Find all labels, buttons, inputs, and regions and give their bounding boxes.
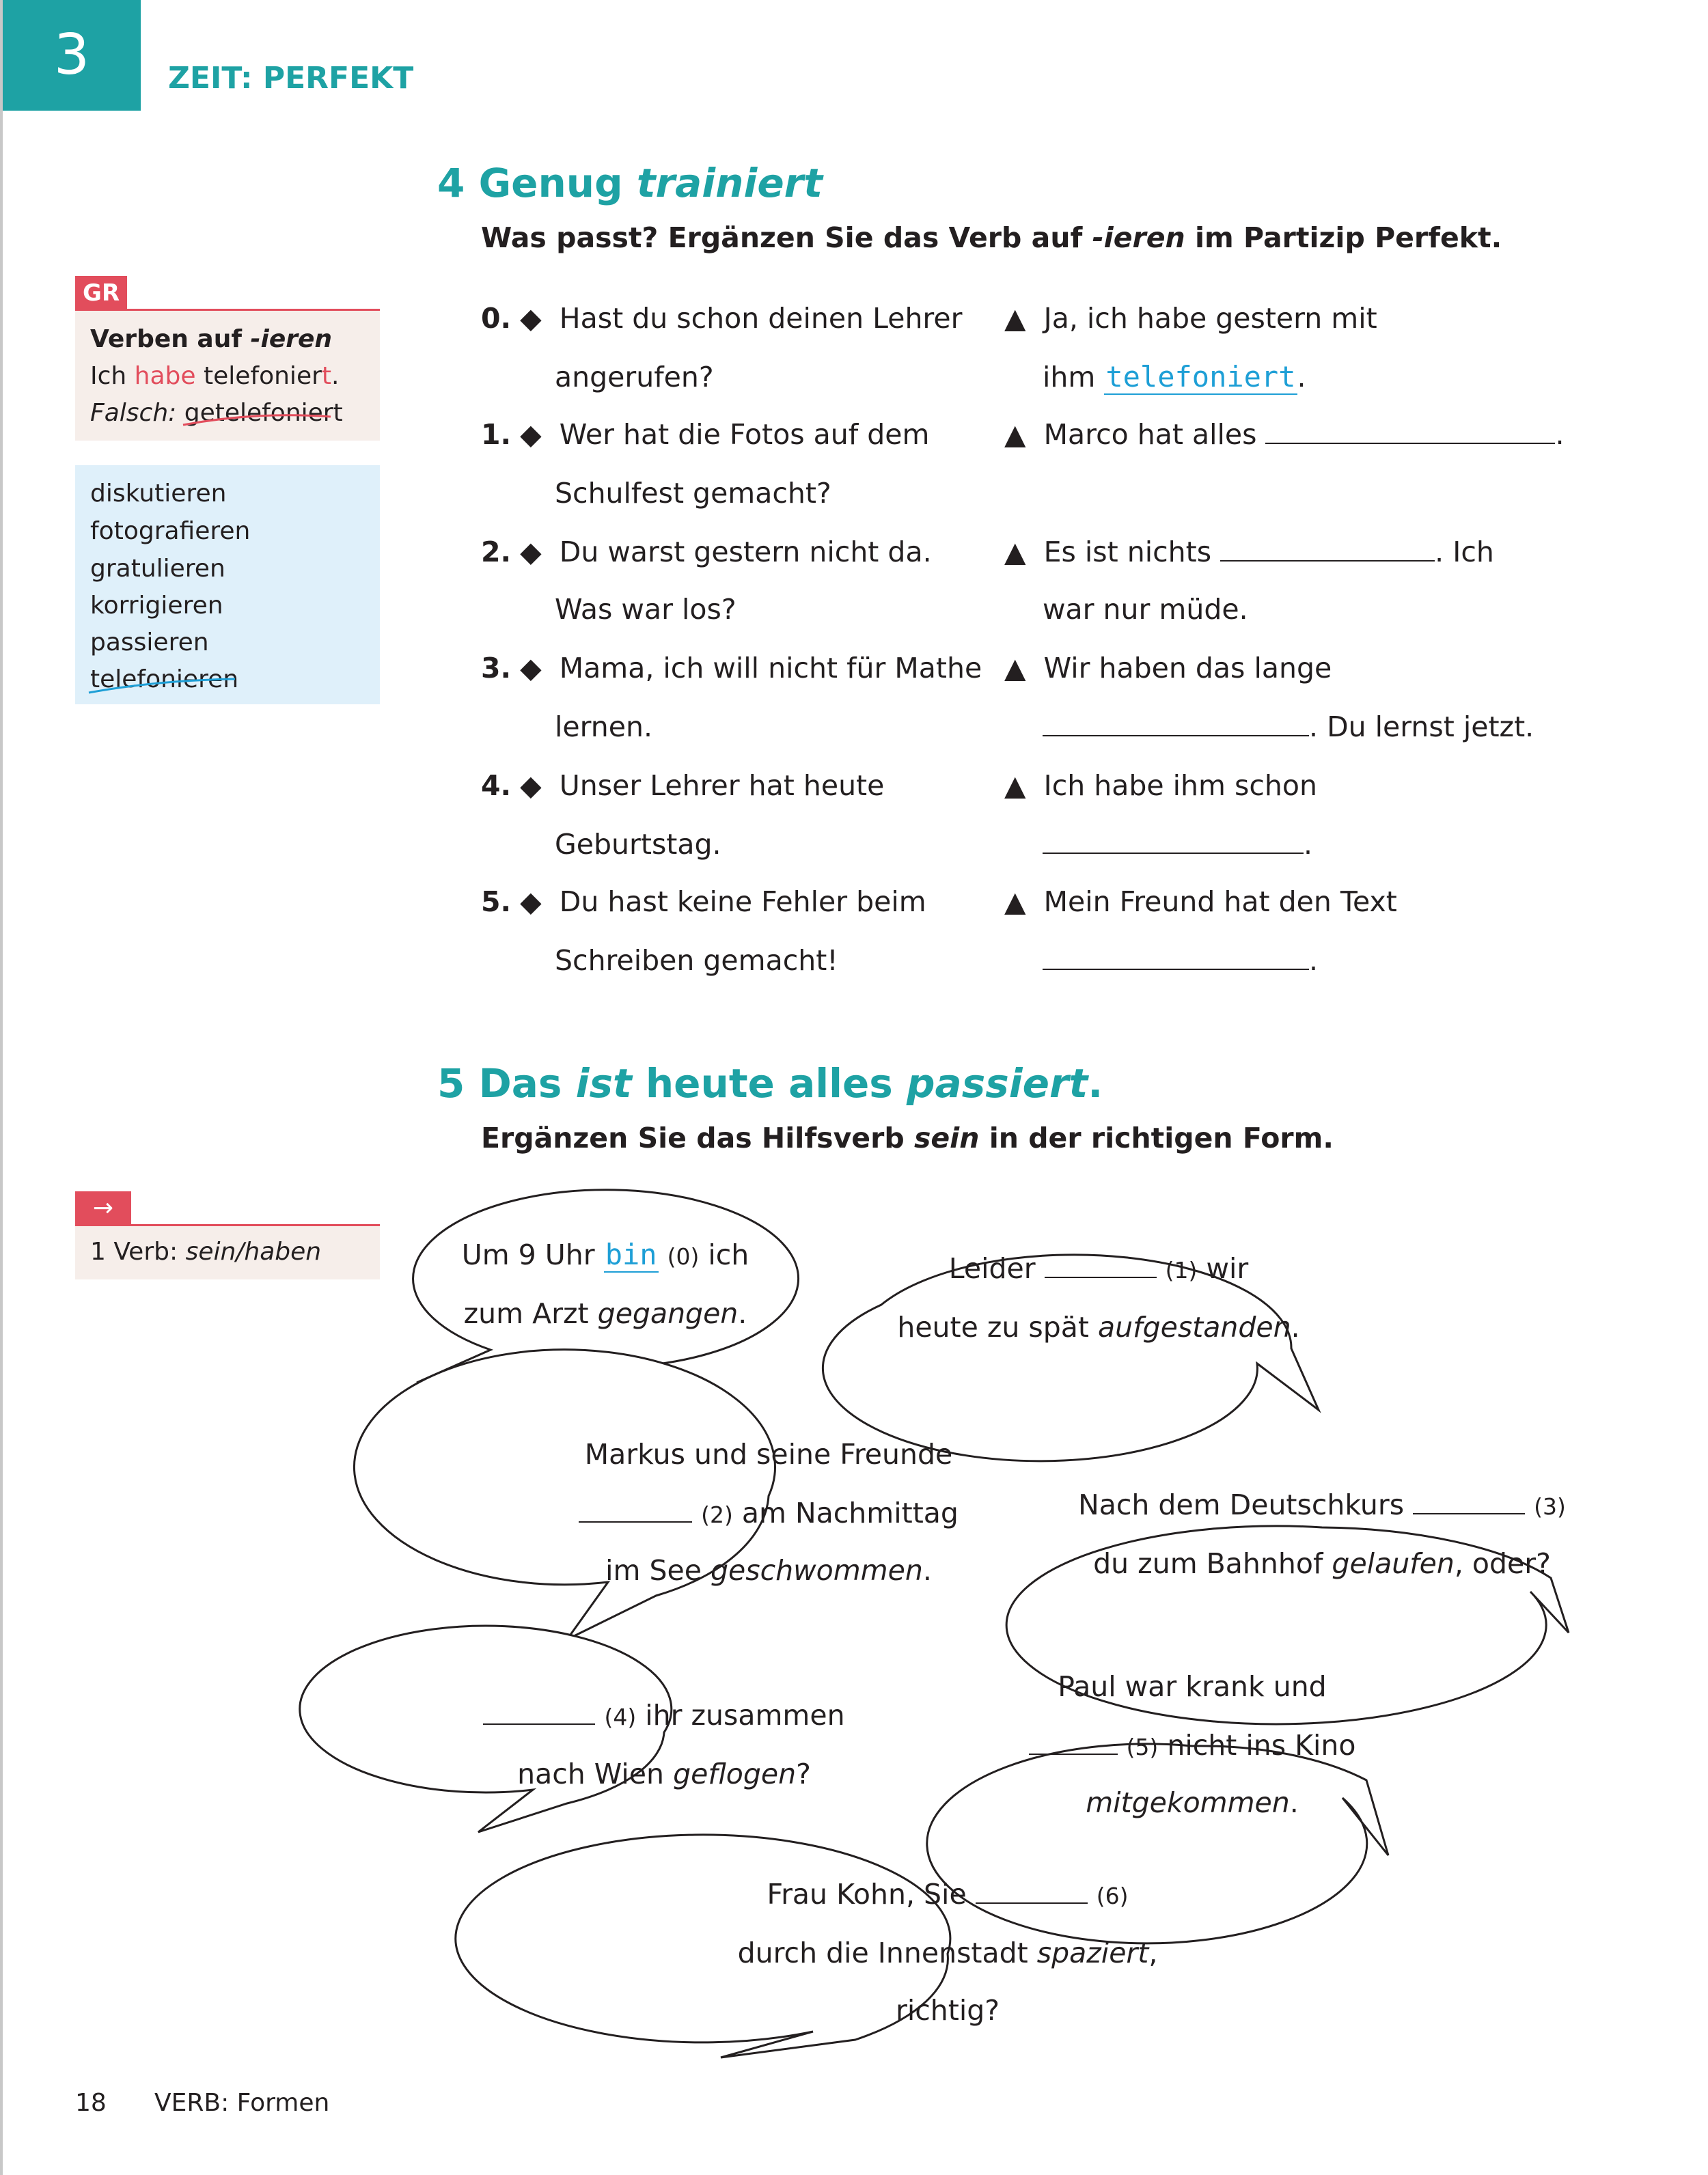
answer-blank-b6[interactable] — [976, 1874, 1088, 1904]
verb-item: fotografieren — [90, 517, 251, 545]
triangle-icon: ▲ — [1004, 885, 1026, 918]
item-5-answer-cont: . — [1043, 940, 1318, 981]
diamond-icon: ◆ — [520, 302, 542, 335]
bubble-6-line-3: richtig? — [895, 1994, 1000, 2027]
bubble-2-line-3: im See geschwommen. — [605, 1554, 932, 1587]
item-5-answer: ▲ Mein Freund hat den Text — [1004, 885, 1397, 918]
item-3-answer-cont: . Du lernst jetzt. — [1043, 706, 1534, 747]
answer-blank-b3[interactable] — [1413, 1484, 1525, 1514]
verb-item-crossed: telefonieren — [90, 661, 238, 698]
triangle-icon: ▲ — [1004, 418, 1026, 451]
arrow-right-icon: → — [75, 1191, 131, 1225]
bubble-0-line-2: zum Arzt gegangen. — [463, 1297, 747, 1330]
chapter-title: ZEIT: PERFEKT — [168, 61, 414, 96]
bubble-5-line-3: mitgekommen. — [1086, 1786, 1299, 1819]
item-2-answer: ▲ Es ist nichts . Ich — [1004, 531, 1494, 572]
exercise-5-title: 5 Das ist heute alles passiert. — [437, 1060, 1103, 1107]
grammar-box-wrong: Falsch: getelefoniert — [90, 394, 343, 432]
item-4-answer: ▲ Ich habe ihm schon — [1004, 769, 1317, 802]
answer-example: bin — [605, 1238, 657, 1271]
triangle-icon: ▲ — [1004, 769, 1026, 802]
bubble-6-line-2: durch die Innenstadt spaziert, — [737, 1937, 1158, 1969]
bubble-6-line-1: Frau Kohn, Sie (6) — [700, 1865, 1195, 1926]
answer-blank-b1[interactable] — [1045, 1248, 1157, 1278]
item-4-question-cont: Geburtstag. — [555, 828, 721, 861]
item-1-question: 1. ◆ Wer hat die Fotos auf dem — [481, 418, 930, 451]
bubble-5-line-2: (5) nicht ins Kino — [972, 1716, 1412, 1777]
item-4-question: 4. ◆ Unser Lehrer hat heute — [481, 769, 885, 802]
item-3-answer: ▲ Wir haben das lange — [1004, 652, 1332, 684]
diamond-icon: ◆ — [520, 652, 542, 684]
page-number: 18 — [75, 2089, 107, 2117]
footer-section: VERB: Formen — [154, 2089, 330, 2117]
grammar-box-title: Verben auf -ieren — [90, 325, 333, 353]
diamond-icon: ◆ — [520, 536, 542, 568]
triangle-icon: ▲ — [1004, 536, 1026, 568]
verb-item: gratulieren — [90, 555, 225, 583]
triangle-icon: ▲ — [1004, 302, 1026, 335]
diamond-icon: ◆ — [520, 418, 542, 451]
triangle-icon: ▲ — [1004, 652, 1026, 684]
exercise-4-title: 4 Genug trainiert — [437, 160, 823, 206]
bubble-1-line-2: heute zu spät aufgestanden. — [897, 1311, 1300, 1344]
grammar-tag: GR — [75, 276, 127, 310]
bubble-0-line-1: Um 9 Uhr bin (0) ich — [461, 1238, 749, 1271]
diamond-icon: ◆ — [520, 769, 542, 802]
item-2-question: 2. ◆ Du warst gestern nicht da. — [481, 536, 932, 568]
chapter-number: 3 — [3, 0, 141, 111]
answer-example: telefoniert — [1105, 360, 1296, 393]
answer-blank-b2[interactable] — [579, 1493, 692, 1523]
answer-blank-b5[interactable] — [1029, 1725, 1118, 1755]
reference-text: 1 Verb: sein/haben — [90, 1238, 322, 1266]
item-5-question: 5. ◆ Du hast keine Fehler beim — [481, 885, 926, 918]
bubble-2-line-1: Markus und seine Freunde — [584, 1438, 953, 1471]
verb-item: korrigieren — [90, 592, 223, 620]
item-3-question-cont: lernen. — [555, 710, 652, 743]
item-3-question: 3. ◆ Mama, ich will nicht für Mathe — [481, 652, 982, 684]
bubble-5-line-1: Paul war krank und — [1058, 1670, 1327, 1703]
item-2-answer-cont: war nur müde. — [1043, 593, 1248, 626]
item-0-question-cont: angerufen? — [555, 361, 714, 393]
item-2-question-cont: Was war los? — [555, 593, 736, 626]
exercise-5-instruction: Ergänzen Sie das Hilfsverb sein in der richtigen Form. — [481, 1122, 1334, 1154]
grammar-box-example: Ich habe telefoniert. — [90, 362, 340, 390]
item-5-question-cont: Schreiben gemacht! — [555, 944, 838, 977]
item-4-answer-cont: . — [1043, 824, 1312, 865]
verb-item: diskutieren — [90, 480, 227, 508]
exercise-4-instruction: Was passt? Ergänzen Sie das Verb auf -ieren im Partizip Perfekt. — [481, 221, 1502, 254]
bubble-4-line-2: nach Wien geflogen? — [517, 1758, 811, 1790]
bubble-1-line-1: Leider (1) wir — [881, 1239, 1316, 1300]
verb-item: passieren — [90, 628, 209, 656]
item-0-question: 0. ◆ Hast du schon deinen Lehrer — [481, 302, 963, 335]
bubble-3-line-2: du zum Bahnhof gelaufen, oder? — [1093, 1547, 1551, 1580]
item-0-answer: ▲ Ja, ich habe gestern mit — [1004, 302, 1377, 335]
bubble-2-line-2: (2) am Nachmittag — [558, 1484, 979, 1544]
item-0-answer-cont: ihm telefoniert. — [1043, 360, 1306, 393]
bubble-3-line-1: Nach dem Deutschkurs (3) — [1052, 1476, 1592, 1536]
item-1-question-cont: Schulfest gemacht? — [555, 477, 831, 510]
diamond-icon: ◆ — [520, 885, 542, 918]
answer-blank-b4[interactable] — [483, 1695, 595, 1725]
item-1-answer: ▲ Marco hat alles . — [1004, 414, 1565, 455]
bubble-4-line-1: (4) ihr zusammen — [478, 1686, 850, 1747]
